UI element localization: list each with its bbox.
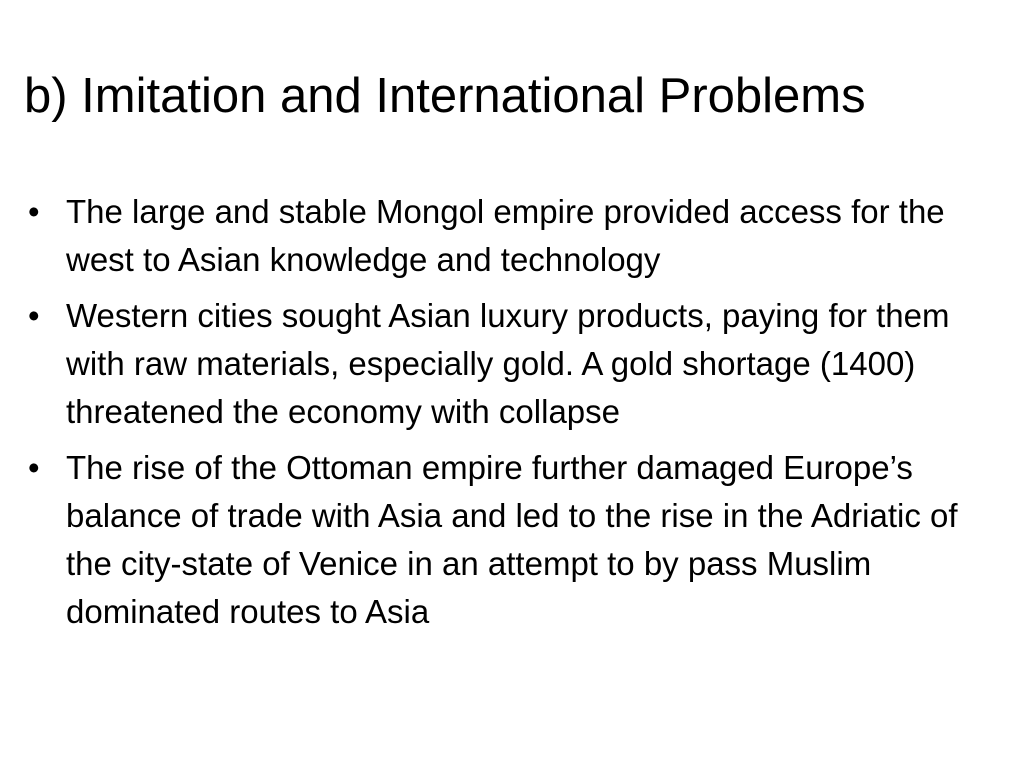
bullet-text: The rise of the Ottoman empire further damaged Europe’s balance of trade with Asia and led to the rise in the Adriatic of the city-state of Venice in an attempt to by pass Muslim dominated routes to Asia [66, 449, 958, 630]
bullet-point-icon: • [28, 297, 40, 334]
bullet-text: The large and stable Mongol empire provided access for the west to Asian knowledge and technology [66, 193, 945, 278]
bullet-item-luxury-products [0, 292, 1011, 436]
bullet-list [0, 188, 1024, 644]
slide-title: b) Imitation and International Problems [24, 69, 866, 123]
bullet-point-icon: • [28, 193, 40, 230]
bullet-item-ottoman-empire [0, 444, 1011, 636]
bullet-text: Western cities sought Asian luxury products, paying for them with raw materials, especially gold. A gold shortage (1400) threatened the economy with collapse [66, 297, 950, 430]
bullet-point-icon: • [28, 449, 40, 486]
bullet-item-mongol-empire [0, 188, 1011, 284]
